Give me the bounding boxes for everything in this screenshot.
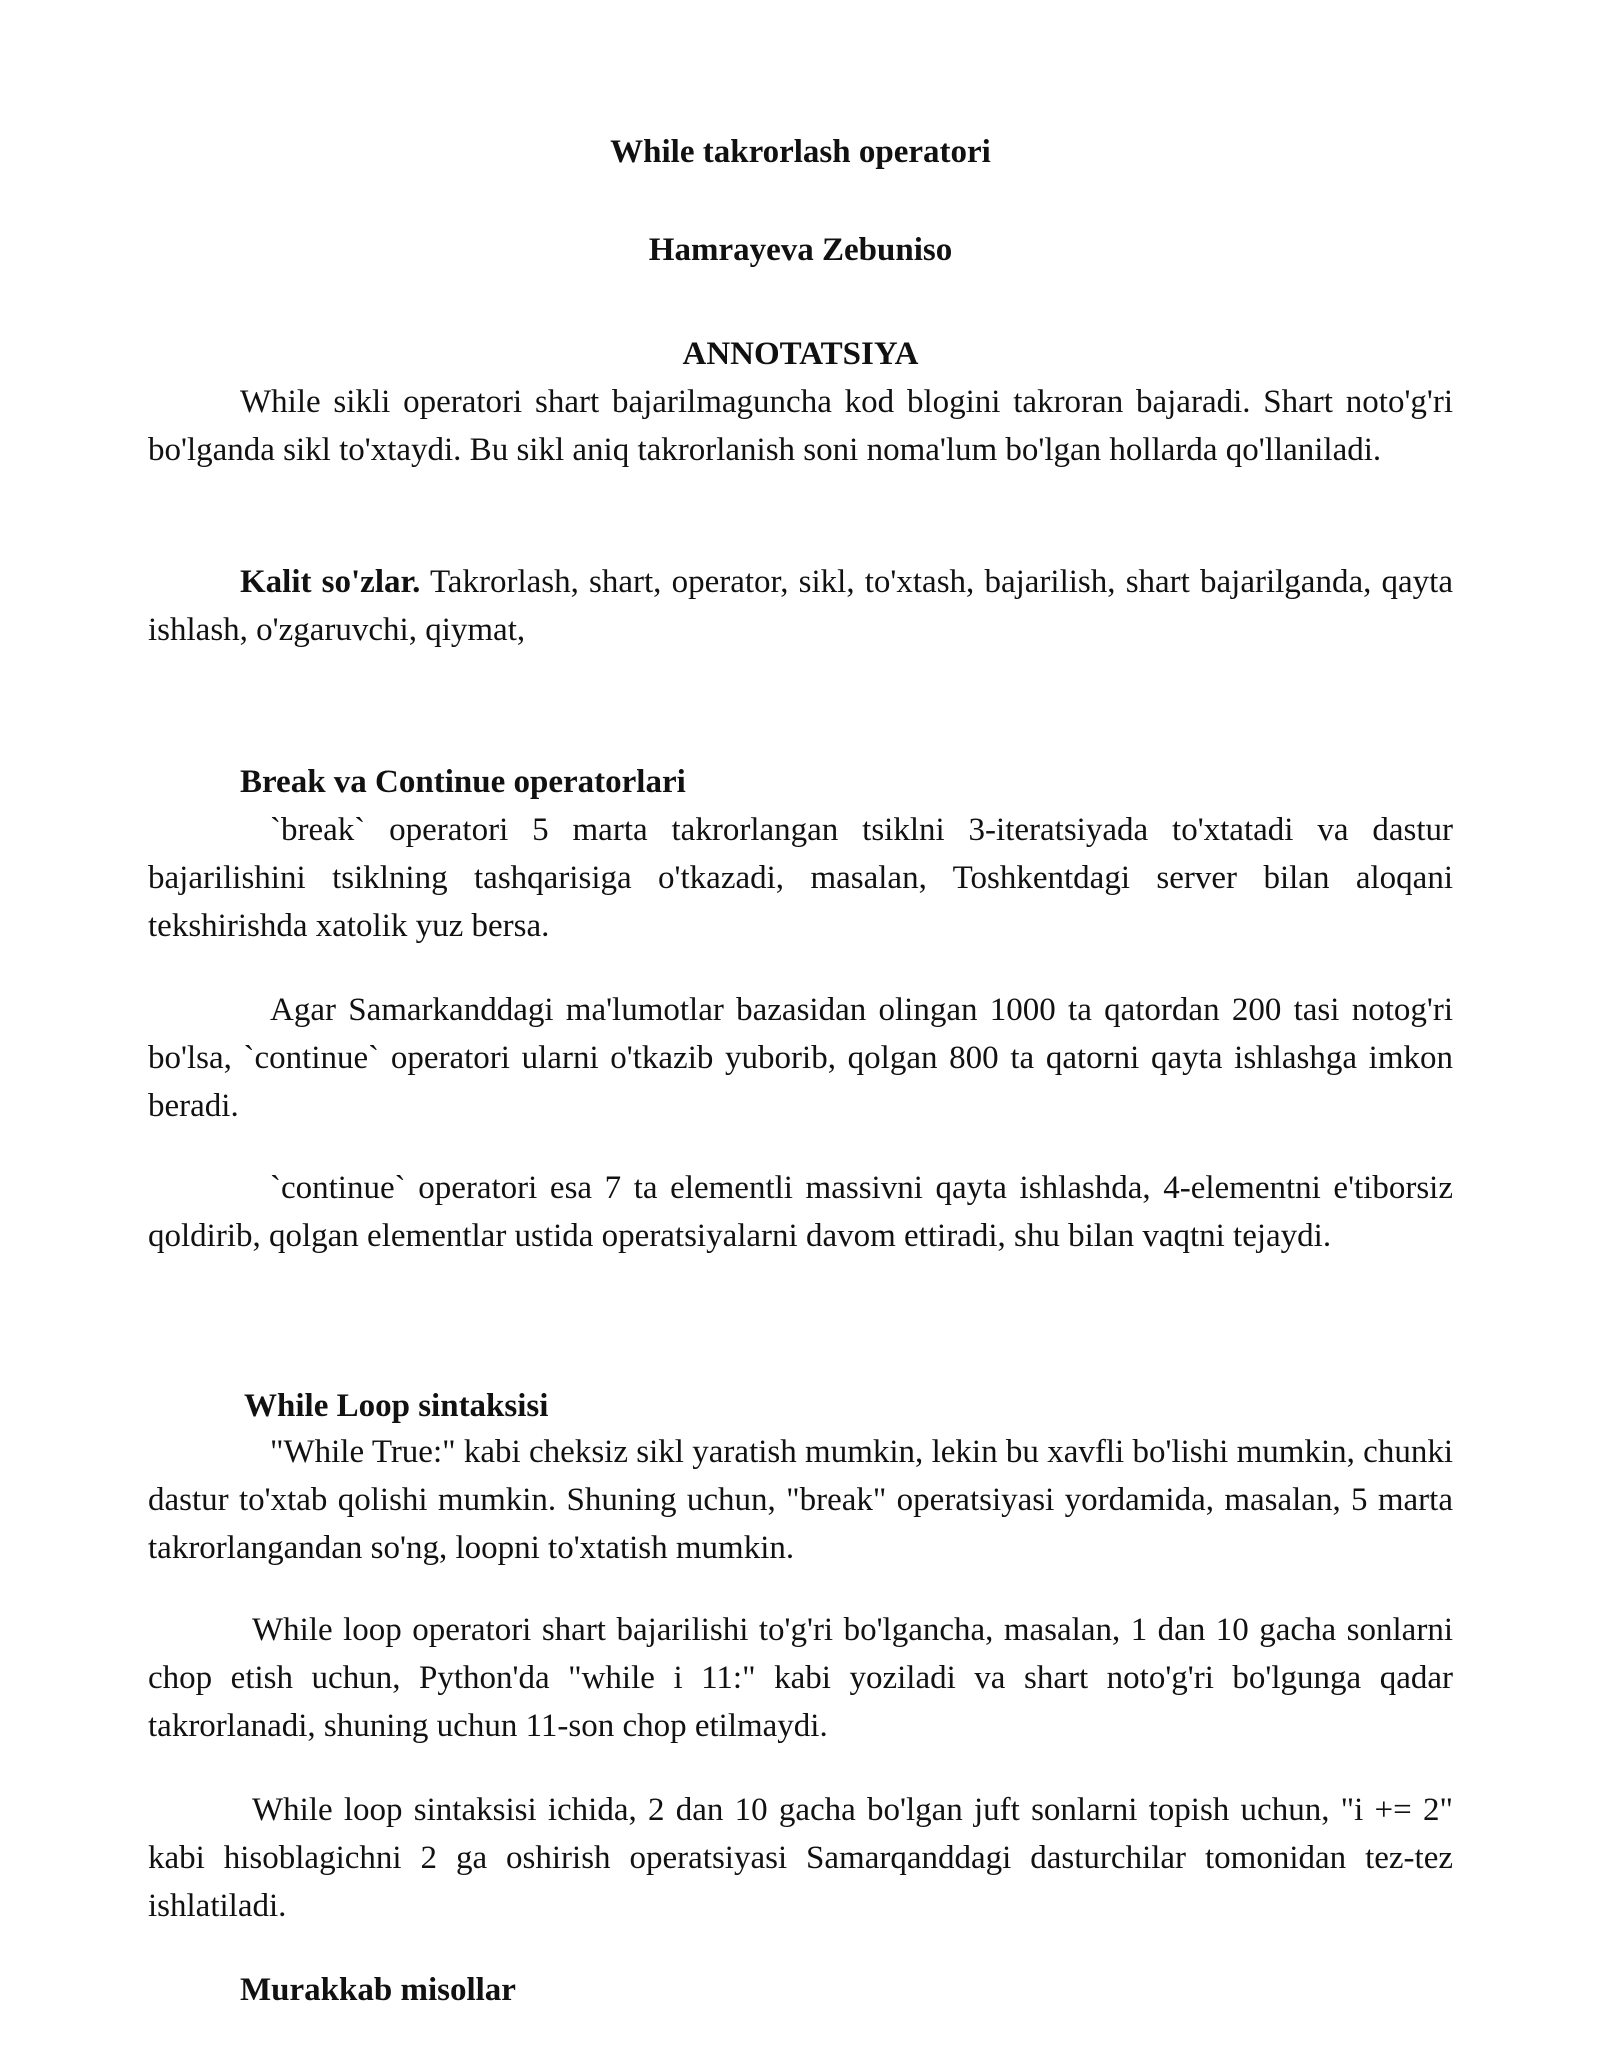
section2-paragraph-3: While loop sintaksisi ichida, 2 dan 10 gacha bo'lgan juft sonlarni topish uchun, "i += 2" kabi hisoblagichni 2 ga oshirish operatsiyasi Samarqanddagi dasturchilar tomonidan tez-tez ishlatiladi. — [148, 1792, 1453, 1924]
section2-paragraph-2: While loop operatori shart bajarilishi to'g'ri bo'lgancha, masalan, 1 dan 10 gacha sonlarni chop etish uchun, Python'da "while i 11:" kabi yoziladi va shart noto'g'ri bo'lgunga qadar takrorlanadi, shuning uchun 11-son chop etilmaydi. — [148, 1612, 1453, 1744]
annotation-paragraph: While sikli operatori shart bajarilmaguncha kod blogini takroran bajaradi. Shart noto'g'ri bo'lganda sikl to'xtaydi. Bu sikl aniq takrorlanish soni noma'lum bo'lgan hollarda qo'llaniladi. — [148, 384, 1453, 468]
keywords-paragraph — [148, 558, 1453, 654]
document-title: While takrorlash operatori — [610, 134, 991, 170]
section-heading-break-continue: Break va Continue operatorlari — [240, 764, 686, 800]
keywords-label: Kalit so'zlar. — [240, 564, 421, 600]
section-heading-while-loop-syntax: While Loop sintaksisi — [244, 1388, 549, 1424]
document-author: Hamrayeva Zebuniso — [648, 232, 953, 268]
section1-paragraph-2: Agar Samarkanddagi ma'lumotlar bazasidan olingan 1000 ta qatordan 200 tasi notog'ri bo'lsa, `continue` operatori ularni o'tkazib yuborib, qolgan 800 ta qatorni qayta ishlashga imkon beradi. — [148, 992, 1453, 1124]
section2-paragraph-1: "While True:" kabi cheksiz sikl yaratish mumkin, lekin bu xavfli bo'lishi mumkin, chunki dastur to'xtab qolishi mumkin. Shuning uchun, "break" operatsiyasi yordamida, masalan, 5 marta takrorlangandan so'ng, loopni to'xtatish mumkin. — [148, 1434, 1453, 1566]
section-heading-complex-examples: Murakkab misollar — [240, 1972, 516, 2008]
annotation-heading: ANNOTATSIYA — [682, 336, 919, 372]
section1-paragraph-3: `continue` operatori esa 7 ta elementli massivni qayta ishlashda, 4-elementni e'tiborsiz qoldirib, qolgan elementlar ustida operatsiyalarni davom ettiradi, shu bilan vaqtni tejaydi. — [148, 1170, 1453, 1254]
section1-paragraph-1: `break` operatori 5 marta takrorlangan tsiklni 3-iteratsiyada to'xtatadi va dastur bajarilishini tsiklning tashqarisiga o'tkazadi, masalan, Toshkentdagi server bilan aloqani tekshirishda xatolik yuz bersa. — [148, 812, 1453, 944]
keywords-text: Takrorlash, shart, operator, sikl, to'xtash, bajarilish, shart bajarilganda, qayta ishlash, o'zgaruvchi, qiymat, — [148, 564, 1453, 648]
